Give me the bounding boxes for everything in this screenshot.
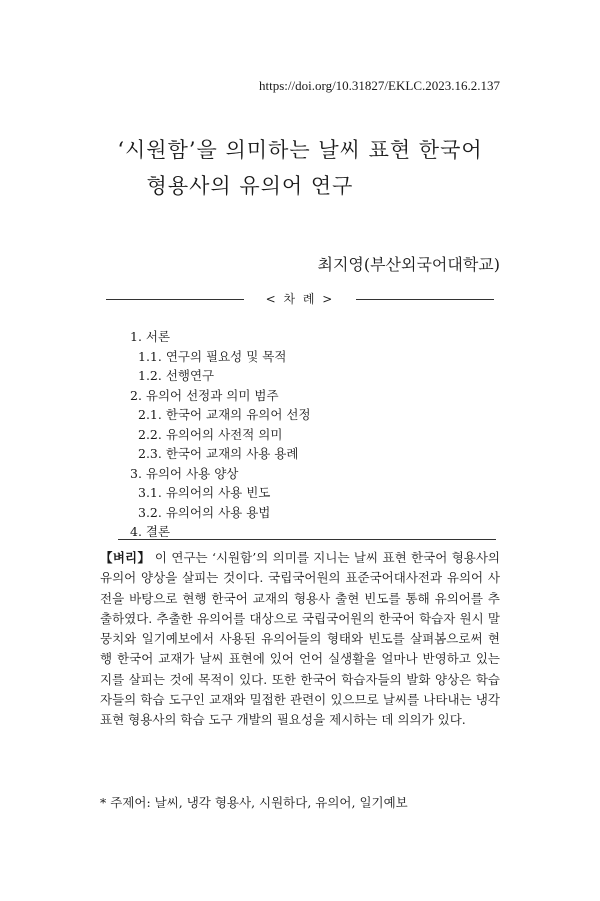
toc-subsection-item: 2.3. 한국어 교재의 사용 용례	[138, 446, 299, 461]
toc-section-item: 4. 결론	[130, 524, 171, 539]
abstract	[100, 548, 500, 731]
abstract-tag: 【벼리】	[100, 550, 151, 565]
toc-rule-right	[356, 299, 494, 300]
toc-section-item: 2. 유의어 선정과 의미 범주	[130, 387, 279, 403]
table-of-contents	[130, 327, 311, 542]
toc-subsection-item: 1.1. 연구의 필요성 및 목적	[138, 348, 287, 364]
paper-title-line-2: 형용사의 유의어 연구	[146, 174, 354, 198]
author-affiliation: 최지영(부산외국어대학교)	[317, 255, 500, 274]
toc-header	[100, 287, 500, 311]
toc-subsection-item: 2.1. 한국어 교재의 유의어 선정	[138, 407, 311, 422]
toc-heading: < 차 례 >	[265, 292, 335, 306]
toc-section-item: 3. 유의어 사용 양상	[130, 465, 239, 481]
toc-subsection-item: 3.1. 유의어의 사용 빈도	[138, 485, 271, 500]
doi-link[interactable]: https://doi.org/10.31827/EKLC.2023.16.2.137	[259, 78, 500, 93]
toc-subsection-item: 1.2. 선행연구	[138, 368, 215, 383]
toc-bottom-rule	[118, 539, 496, 540]
toc-subsection-item: 3.2. 유의어의 사용 용법	[138, 504, 271, 520]
toc-subsection-item: 2.2. 유의어의 사전적 의미	[138, 426, 283, 442]
abstract-text: 이 연구는 ‘시원함’의 의미를 지니는 날씨 표현 한국어 형용사의 유의어 양상을 살피는 것이다. 국립국어원의 표준국어대사전과 유의어 사전을 바탕으로 현행 한국어 교재의 형용사 출현 빈도를 통해 유의어를 추출하였다. 추출한 유의어를 대상으로 국립국어원의 한국어 학습자 원시 말뭉치와 일기예보에서 사용된 유의어들의 형태와 빈도를 살펴봄으로써 현행 한국어 교재가 날씨 표현에 있어 언어 실생활을 얼마나 반영하고 있는지를 살피는 것에 목적이 있다. 또한 한국어 학습자들의 발화 양상은 학습자들의 학습 도구인 교재와 밀접한 관련이 있으므로 날씨를 나타내는 냉각 표현 형용사의 학습 도구 개발의 필요성을 제시하는 데 의의가 있다.	[100, 550, 500, 728]
keywords: * 주제어: 날씨, 냉각 형용사, 시원하다, 유의어, 일기예보	[100, 795, 408, 810]
paper-title-line-1: ‘시원함’을 의미하는 날씨 표현 한국어	[117, 138, 483, 162]
toc-section-item: 1. 서론	[130, 329, 171, 344]
